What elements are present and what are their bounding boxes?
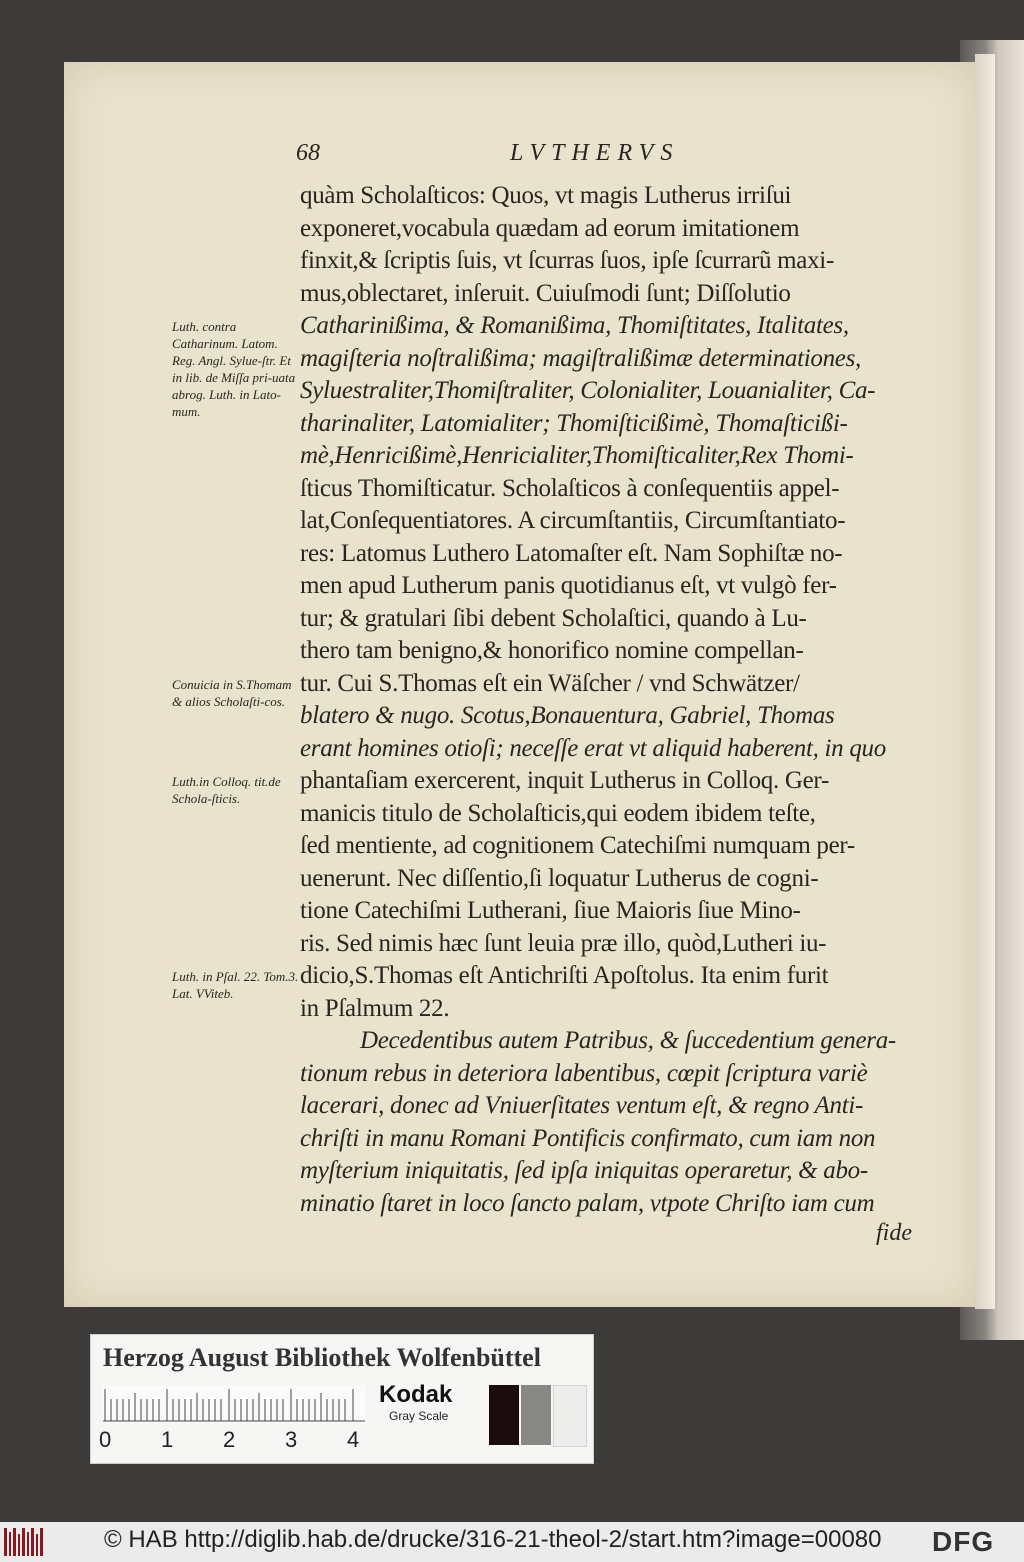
text-line: Decedentibus autem Patribus, & ſuccedentium genera- — [360, 1027, 896, 1054]
text-line: exponeret,vocabula quædam ad eorum imitationem — [300, 214, 800, 242]
text-line: uenerunt. Nec diſſentio,ſi loquatur Lutherus de cogni- — [300, 864, 819, 892]
text-line: ris. Sed nimis hæc ſunt leuia præ illo, quòd,Lutheri iu- — [300, 929, 827, 957]
text-line: tur; & gratulari ſibi debent Scholaſtici, quando à Lu- — [300, 604, 807, 632]
text-line: ſed mentiente, ad cognitionem Catechiſmi numquam per- — [300, 832, 855, 859]
page-fore-edge — [975, 54, 995, 1309]
text-line: quàm Scholaſticos: Quos, vt magis Lutherus irriſui — [300, 182, 792, 209]
text-line: tharinaliter, Latomialiter; Thomiſticißimè, Thomaſticißi- — [300, 409, 848, 437]
scale-numbers — [97, 1427, 367, 1453]
margin-note: Luth. in Pſal. 22. Tom.3. Lat. VViteb. — [172, 969, 299, 1001]
text-line: men apud Lutherum panis quotidianus eſt, vt vulgò fer- — [300, 572, 837, 599]
text-line: chriſti in manu Romani Pontificis confirmato, cum iam non — [300, 1124, 876, 1152]
margin-note: Luth.in Colloq. tit.de Schola-ſticis. — [172, 774, 281, 806]
text-line: mus,oblectaret, inſeruit. Cuiuſmodi ſunt; Diſſolutio — [300, 279, 791, 307]
text-line: ſticus Thomiſticatur. Scholaſticos à conſequentiis appel- — [300, 474, 840, 502]
kodak-logo: Kodak — [379, 1381, 453, 1408]
scale-number: 4 — [347, 1427, 360, 1452]
dfg-logo: DFG — [932, 1526, 995, 1557]
footer-bar — [0, 1522, 1024, 1562]
text-line: phantaſiam exercerent, inquit Lutherus in Colloq. Ger- — [300, 767, 829, 794]
text-line: minatio ſtaret in loco ſancto palam, vtpote Chriſto iam cum — [300, 1189, 875, 1217]
scale-ruler — [103, 1385, 365, 1423]
text-line: myſterium iniquitatis, ſed ipſa iniquitas operaretur, & abo- — [300, 1157, 868, 1184]
text-line: Catharinißima, & Romanißima, Thomiſtitates, Italitates, — [300, 312, 849, 339]
gray-swatch — [521, 1385, 551, 1445]
scale-number: 3 — [285, 1427, 298, 1452]
gray-scale-label: Gray Scale — [389, 1409, 449, 1423]
text-line: magiſteria noſtralißima; magiſtralißimæ determinationes, — [300, 344, 861, 372]
scale-number: 1 — [161, 1427, 174, 1452]
text-line: res: Latomus Luthero Latomaſter eſt. Nam Sophiſtæ no- — [300, 539, 843, 567]
margin-note: Conuicia in S.Thomam & alios Scholaſti-cos. — [172, 676, 292, 709]
color-calibration-chart — [90, 1334, 594, 1464]
text-line: tionum rebus in deteriora labentibus, cœpit ſcriptura variè — [300, 1059, 868, 1087]
scale-number: 2 — [223, 1427, 236, 1452]
text-line: manicis titulo de Scholaſticis,qui eodem ibidem teſte, — [300, 799, 816, 827]
library-name: Herzog August Bibliothek Wolfenbüttel — [103, 1343, 541, 1372]
text-line: in Pſalmum 22. — [300, 994, 450, 1022]
text-line: Syluestraliter,Thomiſtraliter, Colonialiter, Louanialiter, Ca- — [300, 377, 876, 404]
text-line: lacerari, donec ad Vniuerſitates ventum eſt, & regno Anti- — [300, 1092, 864, 1119]
catchword: fide — [876, 1220, 912, 1246]
margin-note: Luth. contra Catharinum. Latom. Reg. Angl. Sylue-ſtr. Et in lib. de Miſſa pri-uata abrog. Luth. in Lato-mum. — [172, 319, 296, 419]
page-number: 68 — [296, 140, 320, 166]
text-line: dicio,S.Thomas eſt Antichriſti Apoſtolus. Ita enim furit — [300, 962, 829, 989]
white-swatch — [553, 1385, 587, 1447]
running-header — [296, 140, 926, 170]
text-line: tur. Cui S.Thomas eſt ein Wäſcher / vnd Schwätzer/ — [300, 669, 800, 697]
text-line: thero tam benigno,& honorifico nomine compellan- — [300, 637, 804, 664]
text-line: lat,Conſequentiatores. A circumſtantiis, Circumſtantiato- — [300, 507, 846, 534]
text-line: finxit,& ſcriptis ſuis, vt ſcurras ſuos, ipſe ſcurrarũ maxi- — [300, 247, 834, 274]
running-title: LVTHERVS — [510, 140, 680, 166]
barcode-icon — [4, 1528, 46, 1556]
text-line: tione Catechiſmi Lutherani, ſiue Maioris ſiue Mino- — [300, 897, 801, 924]
text-line: erant homines otioſi; neceſſe erat vt aliquid haberent, in quo — [300, 734, 886, 762]
source-credit: © HAB http://diglib.hab.de/drucke/316-21-theol-2/start.htm?image=00080 — [104, 1526, 882, 1553]
black-swatch — [489, 1385, 519, 1445]
text-line: mè,Henricißimè,Henricialiter,Thomiſticaliter,Rex Thomi- — [300, 442, 854, 469]
text-line: blatero & nugo. Scotus,Bonauentura, Gabriel, Thomas — [300, 702, 835, 729]
scale-number: 0 — [99, 1427, 112, 1452]
